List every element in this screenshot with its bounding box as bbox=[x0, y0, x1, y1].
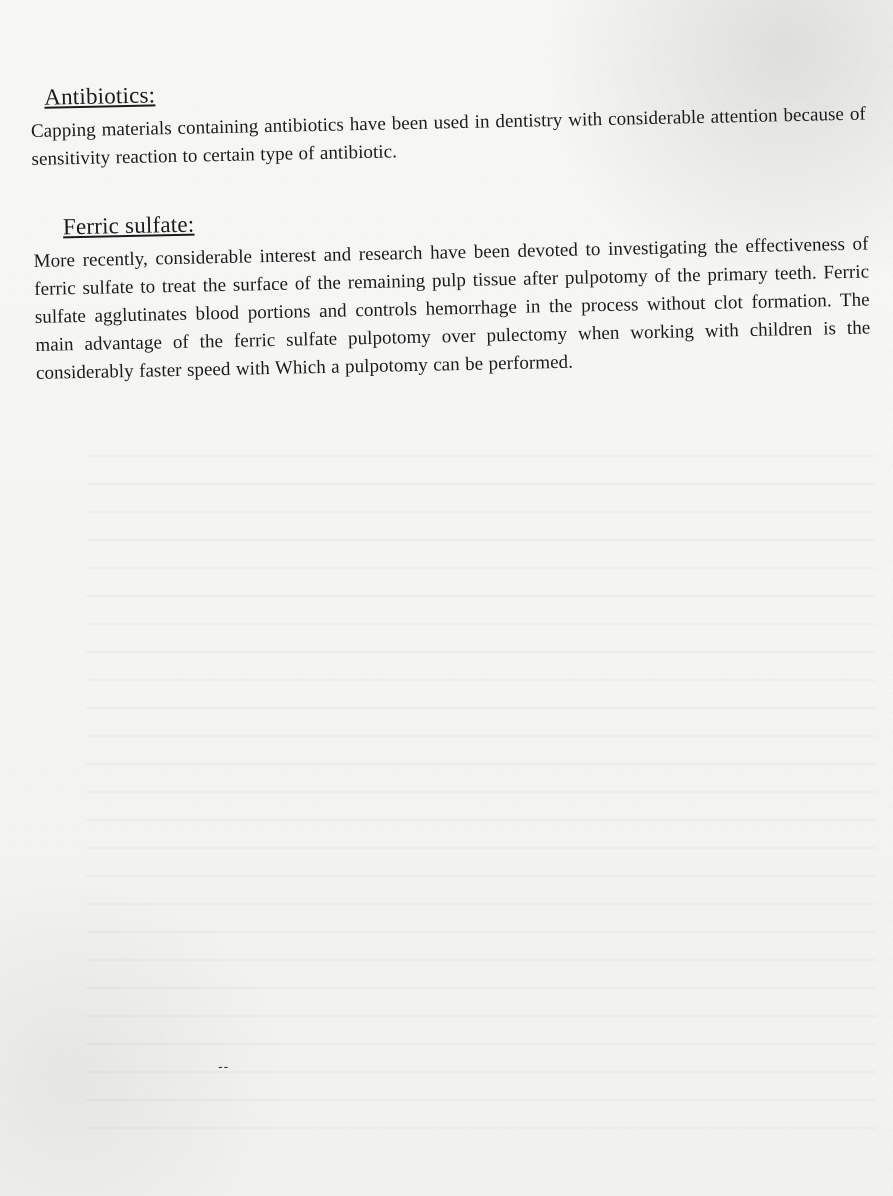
antibiotics-heading: Antibiotics: bbox=[43, 82, 156, 110]
stray-mark: -- bbox=[218, 1058, 230, 1074]
antibiotics-paragraph: Capping materials containing antibiotics have been used in dentistry with considerable attention because of sensitivity reaction to certain type of antibiotic. bbox=[30, 103, 866, 170]
ferric-sulfate-section bbox=[33, 198, 872, 387]
ferric-sulfate-heading: Ferric sulfate: bbox=[62, 211, 195, 240]
ferric-sulfate-paragraph: More recently, considerable interest and research have been devoted to investigating the effectiveness of ferric sulfate to treat the surface of the remaining pulp tissue after pulpotomy of the primary teeth. Ferric sulfate agglutinates blood portions and controls hemorrhage in the process without clot formation. The main advantage of the ferric sulfate pulpotomy over pulectomy when working with children is the considerably faster speed with Which a pulpotomy can be performed. bbox=[33, 233, 871, 384]
document-content bbox=[30, 68, 872, 387]
bleed-through-text bbox=[86, 455, 876, 1155]
antibiotics-section bbox=[30, 68, 868, 173]
